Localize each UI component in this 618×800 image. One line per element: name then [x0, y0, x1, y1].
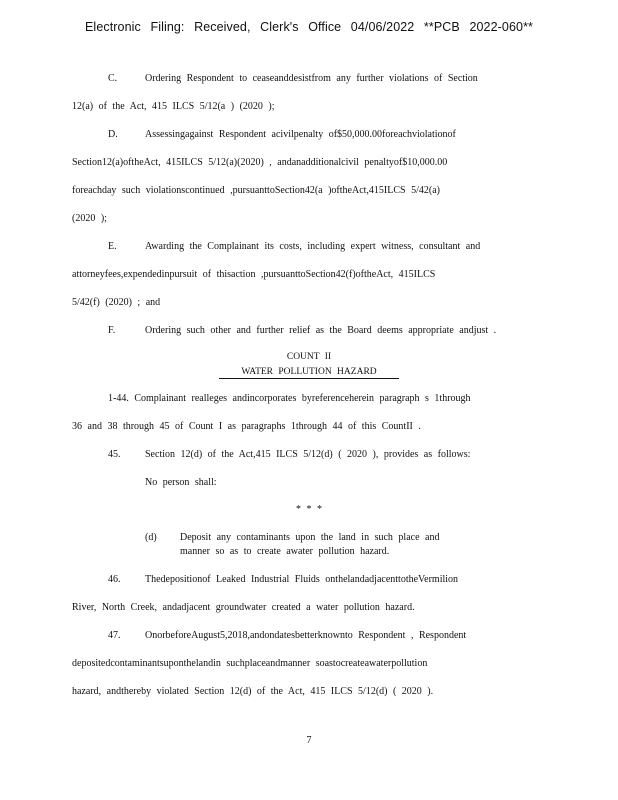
- subsection-d-label: (d): [145, 532, 157, 543]
- para-45-number: 45.: [108, 449, 121, 460]
- item-e-line1: Awarding the Complainant its costs, including expert witness, consultant and: [145, 241, 481, 252]
- subsection-d-line2: manner so as to create awater pollution hazard.: [180, 546, 390, 557]
- item-d-line3: foreachday such violationscontinued ,pursuanttoSection42(a )oftheAct,415ILCS 5/42(a): [72, 185, 440, 196]
- item-e-line2: attorneyfees,expendedinpursuit of thisaction ,pursuanttoSection42(f)oftheAct, 415ILCS: [72, 269, 436, 280]
- count-title: COUNT II: [286, 352, 332, 362]
- item-d-label: D.: [108, 129, 118, 140]
- item-f-line1: Ordering such other and further relief as the Board deems appropriate andjust .: [145, 325, 497, 336]
- filing-header: Electronic Filing: Received, Clerk's Office 04/06/2022 **PCB 2022-060**: [85, 20, 533, 34]
- para-47-line3: hazard, andthereby violated Section 12(d) of the Act, 415 ILCS 5/12(d) ( 2020 ).: [72, 686, 434, 697]
- count-subtitle-underline: [219, 378, 399, 379]
- para-46-line1: Thedepositionof Leaked Industrial Fluids onthelandadjacenttotheVermilion: [145, 574, 459, 585]
- item-c-label: C.: [108, 73, 118, 84]
- para-45-line1: Section 12(d) of the Act,415 ILCS 5/12(d) ( 2020 ), provides as follows:: [145, 449, 471, 460]
- item-e-line3: 5/42(f) (2020) ; and: [72, 297, 161, 308]
- count-subtitle: WATER POLLUTION HAZARD: [241, 367, 377, 377]
- page-number: 7: [306, 735, 312, 746]
- item-d-line4: (2020 );: [72, 213, 107, 224]
- para-46-line2: River, North Creek, andadjacent groundwater created a water pollution hazard.: [72, 602, 415, 613]
- para-47-line1: OnorbeforeAugust5,2018,andondatesbetterknownto Respondent , Respondent: [145, 630, 467, 641]
- para-47-number: 47.: [108, 630, 121, 641]
- item-d-line1: Assessingagainst Respondent acivilpenalty of$50,000.00foreachviolationof: [145, 129, 456, 140]
- para-1-44-line2: 36 and 38 through 45 of Count I as paragraphs 1through 44 of this CountII .: [72, 421, 421, 432]
- item-f-label: F.: [108, 325, 116, 336]
- item-e-label: E.: [108, 241, 117, 252]
- subsection-d-line1: Deposit any contaminants upon the land in such place and: [180, 532, 440, 543]
- ellipsis-stars: * * *: [296, 504, 322, 515]
- item-d-line2: Section12(a)oftheAct, 415ILCS 5/12(a)(2020) , andanadditionalcivil penaltyof$10,000.00: [72, 157, 448, 168]
- para-1-44-line1: 1-44. Complainant realleges andincorporates byreferenceherein paragraph s 1through: [108, 393, 471, 404]
- para-45-line2: No person shall:: [145, 477, 217, 488]
- item-c-line1: Ordering Respondent to ceaseanddesistfrom any further violations of Section: [145, 73, 478, 84]
- item-c-line2: 12(a) of the Act, 415 ILCS 5/12(a ) (2020 );: [72, 101, 275, 112]
- para-47-line2: depositedcontaminantsuponthelandin suchplaceandmanner soastocreateawaterpollution: [72, 658, 428, 669]
- para-46-number: 46.: [108, 574, 121, 585]
